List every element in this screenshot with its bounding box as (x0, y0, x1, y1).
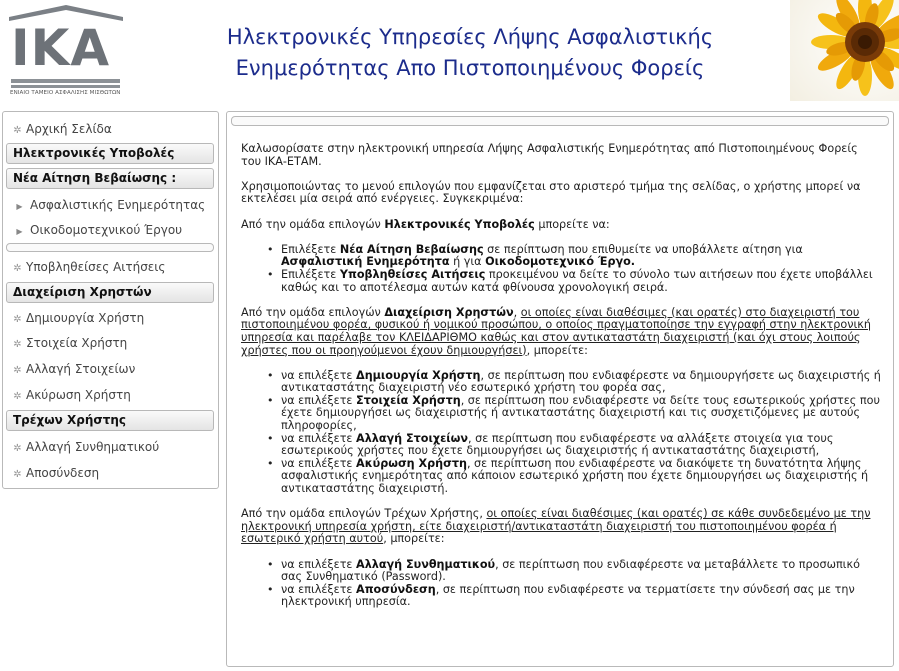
sidebar-group-current-user: Τρέχων Χρήστης (6, 410, 214, 431)
gear-icon: ✲ (13, 314, 22, 325)
user-management-list (267, 370, 881, 496)
list-item: • να επιλέξετε Αλλαγή Συνθηματικού, σε περίπτωση που ενδιαφέρεστε να μεταβάλλετε το προσωπικό σας Συνθηματικό (Password). (267, 559, 881, 584)
sidebar-item-label: Υποβληθείσες Αιτήσεις (26, 260, 166, 274)
sidebar-item-label: Αλλαγή Συνθηματικού (26, 440, 160, 454)
sidebar-item-user-details[interactable] (3, 332, 218, 354)
sidebar-item-insurance-clearance[interactable] (3, 194, 218, 216)
list-item: • να επιλέξετε Αλλαγή Στοιχείων, σε περίπτωση που ενδιαφέρεστε να αλλάξετε στοιχεία για τους εσωτερικούς χρήστες που έχετε δημιουργήσει ως διαχειριστής ή αντικαταστάτης διαχειριστή, (267, 433, 881, 458)
triangle-right-icon: ▶ (16, 202, 23, 211)
sidebar-item-construction-project[interactable] (3, 219, 218, 241)
logo-subtitle: ΕΝΙΑΙΟ ΤΑΜΕΙΟ ΑΣΦΑΛΙΣΗΣ ΜΙΣΘΩΤΩΝ (10, 90, 121, 96)
gear-icon: ✲ (13, 469, 22, 480)
sidebar-item-label: Δημιουργία Χρήστη (26, 311, 145, 325)
list-item: • Επιλέξετε Νέα Αίτηση Βεβαίωσης σε περίπτωση που επιθυμείτε να υποβάλλετε αίτηση για Ασφαλιστική Ενημερότητα ή για Οικοδομοτεχνικό Έργο. (267, 244, 881, 269)
gear-icon: ✲ (13, 125, 22, 136)
sidebar-item-label: Αλλαγή Στοιχείων (26, 362, 136, 376)
list-item: • Επιλέξετε Υποβληθείσες Αιτήσεις προκειμένου να δείτε το σύνολο των αιτήσεων που έχετε υποβάλλει καθώς και το αποτέλεσμα αυτών κατά φθίνουσα χρονολογική σειρά. (267, 269, 881, 294)
content-top-bar (231, 116, 889, 126)
sidebar-item-home[interactable] (3, 118, 218, 140)
page-title-line-2: Ενημερότητας Απο Πιστοποιημένους Φορείς (235, 56, 705, 80)
sidebar-group-submissions: Ηλεκτρονικές Υποβολές (6, 143, 214, 164)
main-content (226, 111, 894, 667)
page-title-line-1: Ηλεκτρονικές Υπηρεσίες Λήψης Ασφαλιστικής (226, 25, 714, 49)
sunflower-icon (790, 0, 899, 101)
page-header (0, 0, 899, 103)
gear-icon: ✲ (13, 365, 22, 376)
list-item: • να επιλέξετε Δημιουργία Χρήστη, σε περίπτωση που ενδιαφέρεστε να δημιουργήσετε ως διαχειριστής ή αντικαταστάτης διαχειριστή νέο εσωτερικό χρήστη του φορέα σας, (267, 370, 881, 395)
sidebar-item-label: Αποσύνδεση (26, 466, 100, 480)
sidebar-item-label: Οικοδομοτεχνικού Έργου (30, 223, 183, 237)
sidebar-item-label: Στοιχεία Χρήστη (26, 336, 128, 350)
sidebar-item-label: Ακύρωση Χρήστη (26, 388, 131, 402)
welcome-paragraph: Καλωσορίσατε στην ηλεκτρονική υπηρεσία Λήψης Ασφαλιστικής Ενημερότητας από Πιστοποιημένους Φορείς του ΙΚΑ-ΕΤΑΜ. (241, 142, 858, 168)
list-item: • να επιλέξετε Ακύρωση Χρήστη, σε περίπτωση που ενδιαφέρεστε να διακόψετε τη δυνατότητα λήψης ασφαλιστικής ενημερότητας από κάποιον εσωτερικό χρήστη που έχετε δημιουργήσει ως διαχειριστής ή αντικαταστάτης διαχειριστή. (267, 458, 881, 496)
sidebar-item-label: Αρχική Σελίδα (26, 122, 112, 136)
sidebar-item-submitted-requests[interactable] (3, 256, 218, 278)
sidebar-item-change-details[interactable] (3, 358, 218, 380)
sidebar-item-cancel-user[interactable] (3, 384, 218, 406)
list-item: • να επιλέξετε Αποσύνδεση, σε περίπτωση που ενδιαφέρεστε να τερματίσετε την σύνδεσή σας με την ηλεκτρονική υπηρεσία. (267, 584, 881, 609)
sidebar-item-logout[interactable] (3, 462, 218, 484)
sidebar-group-new-request: Νέα Αίτηση Βεβαίωσης : (6, 168, 214, 189)
gear-icon: ✲ (13, 263, 22, 274)
logo-text: IKA (11, 19, 111, 77)
triangle-right-icon: ▶ (16, 227, 23, 236)
submissions-paragraph: Από την ομάδα επιλογών Ηλεκτρονικές Υποβολές μπορείτε να: (241, 217, 610, 231)
sidebar-separator (6, 243, 214, 252)
sidebar-group-user-management: Διαχείριση Χρηστών (6, 282, 214, 303)
submissions-list (267, 244, 881, 294)
gear-icon: ✲ (13, 391, 22, 402)
current-user-list (267, 559, 881, 609)
list-item: • να επιλέξετε Στοιχεία Χρήστη, σε περίπτωση που ενδιαφέρεστε να δείτε τους εσωτερικούς χρήστες που έχετε δημιουργήσει ως διαχειριστής ή αντικαταστάτης διαχειριστή και τις συσχετιζόμενες με αυτούς πληροφορίες, (267, 395, 881, 433)
sidebar-item-create-user[interactable] (3, 307, 218, 329)
sidebar-menu (2, 111, 219, 489)
current-user-paragraph: Από την ομάδα επιλογών Τρέχων Χρήστης, οι οποίες είναι διαθέσιμες (και ορατές) σε κάθε συνδεδεμένο με την ηλεκτρονική υπηρεσία χρήστη, είτε διαχειριστή/αντικαταστάτη διαχειριστή του πιστοποιημένου φορέα ή εσωτερικό χρήστη αυτού, μπορείτε: (241, 507, 871, 546)
intro-paragraph: Χρησιμοποιώντας το μενού επιλογών που εμφανίζεται στο αριστερό τμήμα της σελίδας, ο χρήστης μπορεί να εκτελέσει μία σειρά από ενέργειες. Συγκεκριμένα: (241, 179, 861, 206)
sidebar-item-label: Ασφαλιστικής Ενημερότητας (30, 198, 206, 212)
sidebar-item-change-password[interactable] (3, 436, 218, 458)
sunflower-image (790, 0, 899, 101)
gear-icon: ✲ (13, 339, 22, 350)
gear-icon: ✲ (13, 443, 22, 454)
page-title (180, 22, 760, 84)
ika-logo[interactable] (9, 5, 123, 99)
user-management-paragraph: Από την ομάδα επιλογών Διαχείριση Χρηστών, οι οποίες είναι διαθέσιμες (και ορατές) στο διαχειριστή του πιστοποιημένου φορέα, φυσικού ή νομικού προσώπου, ο οποίος πραγματοποίησε την εγγραφή στην ηλεκτρονική υπηρεσία και παρέλαβε τον ΚΛΕΙΔΑΡΙΘΜΟ καθώς και στον αντικαταστάτη διαχειριστή (και όχι στους λοιπούς χρήστες που οι προηγούμενοι έχουν δημιουργήσει), μπορείτε: (241, 305, 871, 357)
content-text (241, 143, 881, 622)
